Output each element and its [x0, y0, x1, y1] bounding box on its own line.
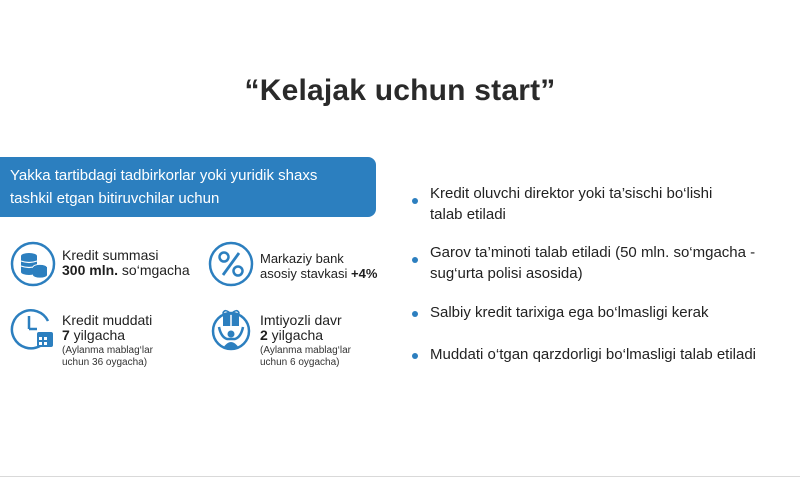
- page-title: “Kelajak uchun start”: [244, 74, 556, 107]
- bullet-text-line-1: Muddati o‘tgan qarzdorligi bo‘lmasligi talab etiladi: [430, 346, 757, 363]
- bullet-text-line-2: sug‘urta polisi asosida): [430, 265, 583, 282]
- credit-term-value: 7: [62, 327, 70, 343]
- rate-label: Markaziy bank: [260, 251, 344, 266]
- bullet-text-line-1: Kredit oluvchi direktor yoki ta’sischi bo‘lishi: [430, 185, 713, 202]
- bullet-dot: [412, 311, 418, 317]
- credit-amount-suffix: so‘mgacha: [118, 262, 190, 278]
- rate-value: +4%: [351, 266, 378, 281]
- percent-icon: [208, 241, 254, 287]
- gift-person-icon: [208, 305, 254, 351]
- coins-icon: [10, 241, 56, 287]
- bullet-dot: [412, 353, 418, 359]
- credit-term-suffix: yilgacha: [69, 327, 126, 343]
- grace-value: 2: [260, 327, 268, 343]
- banner-line-1: Yakka tartibdagi tadbirkorlar yoki yuridik shaxs: [10, 167, 318, 184]
- rate-label-2: asosiy stavkasi: [260, 266, 352, 281]
- credit-term-label: Kredit muddati: [62, 312, 153, 328]
- grace-label: Imtiyozli davr: [260, 312, 342, 328]
- clock-calendar-icon: [10, 305, 56, 351]
- credit-amount-label: Kredit summasi: [62, 247, 159, 263]
- bullet-text-line-1: Garov ta’minoti talab etiladi (50 mln. so‘mgacha -: [430, 244, 756, 261]
- grace-note-2: uchun 6 oygacha): [260, 357, 340, 368]
- grace-suffix: yilgacha: [267, 327, 324, 343]
- bullet-dot: [412, 198, 418, 204]
- bullet-text-line-2: talab etiladi: [430, 206, 506, 223]
- divider: [0, 476, 800, 477]
- bullet-dot: [412, 257, 418, 263]
- credit-term-note-1: (Aylanma mablag‘lar: [62, 345, 153, 356]
- eligibility-banner: [0, 157, 376, 217]
- banner-line-2: tashkil etgan bitiruvchilar uchun: [10, 190, 220, 207]
- bullet-text-line-1: Salbiy kredit tarixiga ega bo‘lmasligi kerak: [430, 304, 709, 321]
- credit-term-note-2: uchun 36 oygacha): [62, 357, 148, 368]
- grace-note-1: (Aylanma mablag‘lar: [260, 345, 351, 356]
- credit-amount-value: 300 mln.: [62, 262, 119, 278]
